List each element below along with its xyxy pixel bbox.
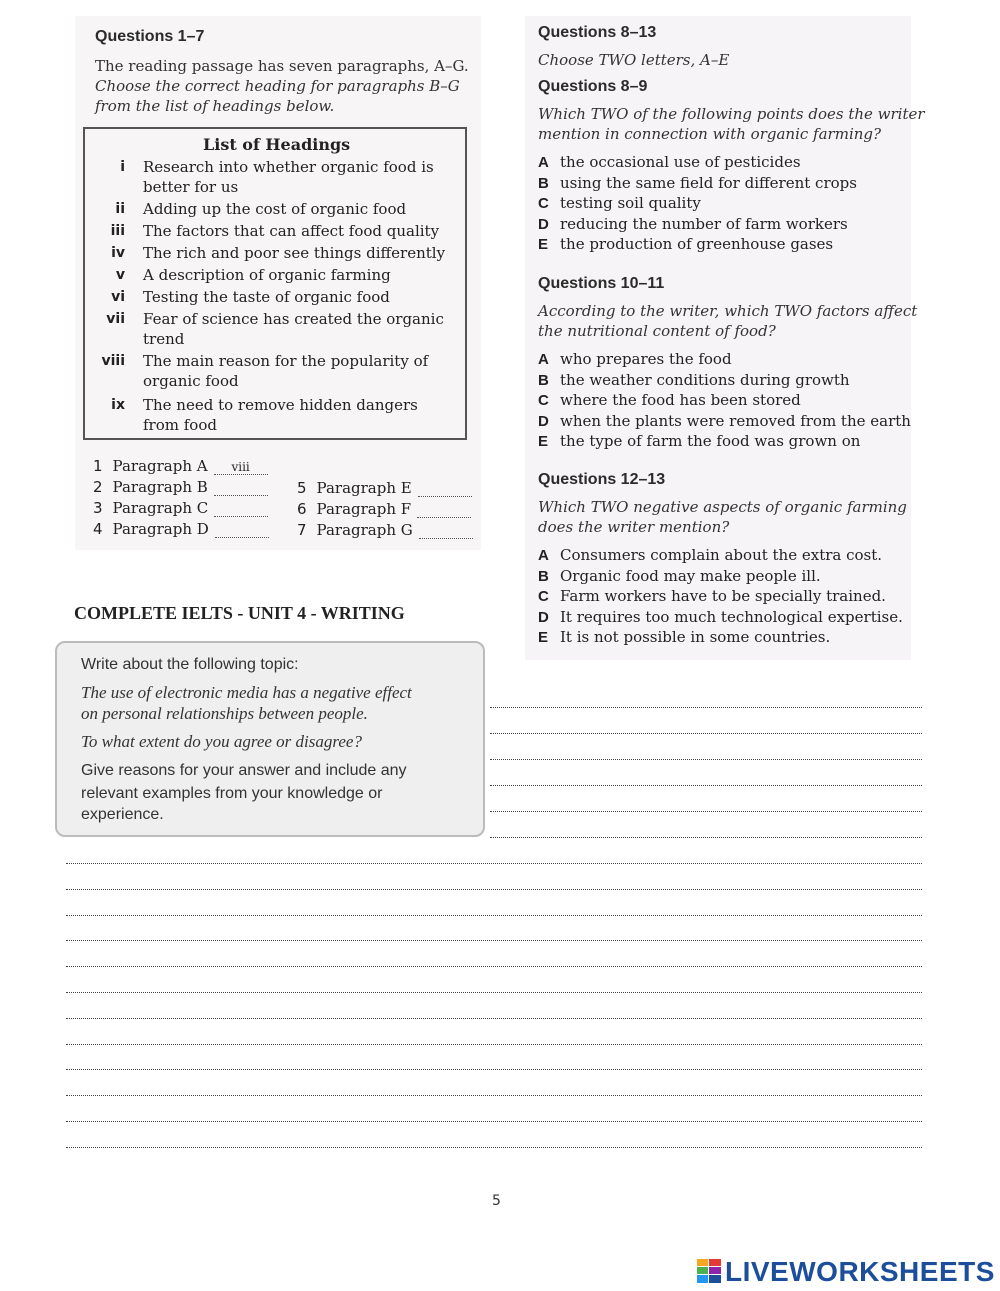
- option-text: the production of greenhouse gases: [560, 235, 834, 253]
- writing-answer-line[interactable]: [66, 966, 922, 967]
- paragraph-number: 3: [93, 499, 103, 517]
- option-letter: A: [538, 547, 549, 564]
- paragraph-number: 7: [297, 521, 307, 539]
- intro-line-1: The reading passage has seven paragraphs, A–G.: [95, 57, 469, 75]
- heading-text: [143, 395, 453, 435]
- heading-text-line-1: Research into whether organic food is: [143, 158, 434, 176]
- questions-1-7-title: Questions 1–7: [95, 28, 205, 45]
- option-letter: C: [538, 195, 549, 212]
- option-letter: A: [538, 154, 549, 171]
- paragraph-label: Paragraph B: [112, 478, 208, 496]
- answer-option: [538, 566, 821, 587]
- paragraph-answer-row: [93, 499, 268, 517]
- instruction-line-3: experience.: [81, 806, 164, 823]
- heading-text: [143, 157, 453, 197]
- answer-option: [538, 234, 833, 255]
- q10-11-prompt-2: the nutritional content of food?: [538, 322, 776, 340]
- intro-line-2: Choose the correct heading for paragraphs B–G: [95, 77, 460, 95]
- heading-text: [143, 287, 453, 307]
- option-text: It requires too much technological expertise.: [560, 607, 903, 626]
- heading-number: iv: [111, 245, 125, 261]
- option-text: It is not possible in some countries.: [560, 628, 831, 646]
- writing-answer-line[interactable]: [66, 889, 922, 890]
- heading-text-line-1: The factors that can affect food quality: [143, 222, 440, 240]
- instruction-line-2: relevant examples from your knowledge or: [81, 785, 383, 802]
- writing-answer-line[interactable]: [490, 811, 922, 812]
- writing-answer-line[interactable]: [66, 1147, 922, 1148]
- answer-option: [538, 173, 857, 194]
- paragraph-answer-row: [297, 500, 471, 518]
- heading-text-line-1: The rich and poor see things differently: [143, 244, 446, 262]
- option-letter: B: [538, 567, 549, 585]
- option-text: where the food has been stored: [560, 391, 801, 409]
- writing-answer-line[interactable]: [66, 1121, 922, 1122]
- option-letter: D: [538, 412, 549, 430]
- option-text: using the same field for different crops: [560, 173, 857, 192]
- option-text: Consumers complain about the extra cost.: [560, 546, 883, 564]
- writing-answer-line[interactable]: [66, 1095, 922, 1096]
- heading-number: ix: [111, 397, 125, 413]
- writing-answer-line[interactable]: [66, 940, 922, 941]
- heading-text: [143, 221, 453, 241]
- questions-10-11-title: Questions 10–11: [538, 275, 665, 292]
- option-text: reducing the number of farm workers: [560, 214, 848, 233]
- option-text: testing soil quality: [560, 194, 701, 212]
- option-letter: A: [538, 351, 549, 368]
- choose-instruction: Choose TWO letters, A–E: [538, 51, 730, 69]
- writing-answer-line[interactable]: [66, 1069, 922, 1070]
- answer-option: [538, 411, 911, 432]
- heading-number: viii: [101, 353, 125, 369]
- option-text: the weather conditions during growth: [560, 370, 850, 389]
- heading-text-line-2: trend: [143, 330, 185, 348]
- heading-text-line-2: better for us: [143, 178, 239, 196]
- paragraph-label: Paragraph F: [316, 500, 412, 518]
- paragraph-answer-field[interactable]: [214, 481, 268, 496]
- answer-option: [538, 390, 801, 411]
- writing-answer-line[interactable]: [490, 759, 922, 760]
- answer-option: [538, 431, 860, 452]
- heading-text: [143, 265, 453, 285]
- writing-answer-line[interactable]: [66, 863, 922, 864]
- option-letter: B: [538, 371, 549, 389]
- answer-option: [538, 214, 848, 235]
- paragraph-label: Paragraph D: [112, 520, 209, 538]
- option-text: who prepares the food: [560, 350, 732, 368]
- heading-number: i: [120, 159, 125, 175]
- logo-text: LIVEWORKSHEETS: [725, 1256, 995, 1287]
- option-text: the occasional use of pesticides: [560, 153, 801, 171]
- heading-text-line-2: from food: [143, 416, 217, 434]
- heading-number: vi: [111, 289, 125, 305]
- heading-number: iii: [110, 223, 125, 239]
- paragraph-answer-row: [297, 479, 472, 497]
- topic-line-1: The use of electronic media has a negative effect: [81, 683, 412, 702]
- paragraph-answer-row: [93, 520, 269, 538]
- heading-text: [143, 199, 453, 219]
- option-text: Farm workers have to be specially trained.: [560, 587, 886, 605]
- writing-section-title: COMPLETE IELTS - UNIT 4 - WRITING: [74, 603, 405, 623]
- paragraph-number: 2: [93, 478, 103, 496]
- heading-text-line-2: organic food: [143, 372, 239, 390]
- option-letter: D: [538, 215, 549, 233]
- topic-line-2: on personal relationships between people.: [81, 704, 368, 723]
- paragraph-number: 1: [93, 457, 103, 475]
- paragraph-answer-field[interactable]: [215, 523, 269, 538]
- paragraph-answer-row: [93, 478, 268, 496]
- option-letter: E: [538, 629, 549, 646]
- writing-answer-line[interactable]: [66, 1018, 922, 1019]
- answer-option: [538, 545, 882, 566]
- writing-answer-line[interactable]: [490, 837, 922, 838]
- writing-answer-line[interactable]: [66, 992, 922, 993]
- q8-9-prompt-1: Which TWO of the following points does the writer: [538, 105, 925, 123]
- paragraph-answer-field[interactable]: [419, 524, 473, 539]
- paragraph-label: Paragraph E: [316, 479, 412, 497]
- heading-text-line-1: Fear of science has created the organic: [143, 310, 444, 328]
- q12-13-prompt-2: does the writer mention?: [538, 518, 730, 536]
- answer-option: [538, 607, 903, 628]
- paragraph-label: Paragraph A: [112, 457, 208, 475]
- q10-11-prompt-1: According to the writer, which TWO factors affect: [538, 302, 918, 320]
- answer-option: [538, 152, 801, 173]
- writing-task-box: [55, 641, 485, 837]
- paragraph-answer-field[interactable]: [214, 502, 268, 517]
- answer-option: [538, 586, 886, 607]
- option-letter: C: [538, 392, 549, 409]
- option-text: Organic food may make people ill.: [560, 566, 821, 585]
- writing-answer-line[interactable]: [490, 707, 922, 708]
- heading-text-line-1: The main reason for the popularity of: [143, 352, 429, 370]
- paragraph-number: 4: [93, 520, 103, 538]
- answer-option: [538, 627, 830, 648]
- liveworksheets-icon: [697, 1259, 721, 1283]
- intro-line-3: from the list of headings below.: [95, 97, 335, 115]
- heading-text-line-1: Adding up the cost of organic food: [143, 200, 407, 218]
- paragraph-answer-field[interactable]: [417, 503, 471, 518]
- heading-text-line-1: A description of organic farming: [143, 266, 391, 284]
- answer-option: [538, 349, 732, 370]
- list-of-headings-box: [83, 127, 467, 440]
- topic-intro: Write about the following topic:: [81, 656, 299, 673]
- option-letter: E: [538, 433, 549, 450]
- writing-answer-line[interactable]: [66, 1044, 922, 1045]
- q8-9-prompt-2: mention in connection with organic farming?: [538, 125, 882, 143]
- paragraph-answer-row: [93, 457, 268, 475]
- writing-answer-line[interactable]: [490, 785, 922, 786]
- option-letter: C: [538, 588, 549, 605]
- writing-answer-line[interactable]: [490, 733, 922, 734]
- paragraph-answer-field[interactable]: [418, 482, 472, 497]
- q12-13-prompt-1: Which TWO negative aspects of organic farming: [538, 498, 907, 516]
- paragraph-answer-row: [297, 521, 473, 539]
- instruction-line-1: Give reasons for your answer and include any: [81, 762, 407, 779]
- option-text: the type of farm the food was grown on: [560, 432, 861, 450]
- list-title: List of Headings: [203, 135, 351, 154]
- heading-text: [143, 243, 453, 263]
- heading-number: v: [115, 267, 125, 283]
- page-number: 5: [492, 1193, 501, 1209]
- paragraph-answer-field[interactable]: viii: [214, 460, 268, 475]
- heading-text-line-1: The need to remove hidden dangers: [143, 396, 418, 414]
- paragraph-number: 6: [297, 500, 307, 518]
- task-question: To what extent do you agree or disagree?: [81, 732, 362, 751]
- heading-number: vii: [106, 311, 125, 327]
- option-text: when the plants were removed from the earth: [560, 411, 911, 430]
- option-letter: E: [538, 236, 549, 253]
- answer-option: [538, 193, 701, 214]
- questions-8-9-title: Questions 8–9: [538, 78, 648, 95]
- paragraph-label: Paragraph G: [316, 521, 413, 539]
- heading-text: [143, 309, 453, 349]
- heading-text: [143, 351, 453, 391]
- writing-answer-line[interactable]: [66, 915, 922, 916]
- questions-12-13-title: Questions 12–13: [538, 471, 666, 488]
- answer-option: [538, 370, 850, 391]
- questions-8-13-title: Questions 8–13: [538, 24, 657, 41]
- heading-text-line-1: Testing the taste of organic food: [143, 288, 390, 306]
- option-letter: B: [538, 174, 549, 192]
- paragraph-label: Paragraph C: [112, 499, 209, 517]
- paragraph-number: 5: [297, 479, 307, 497]
- heading-number: ii: [115, 201, 125, 217]
- option-letter: D: [538, 608, 549, 626]
